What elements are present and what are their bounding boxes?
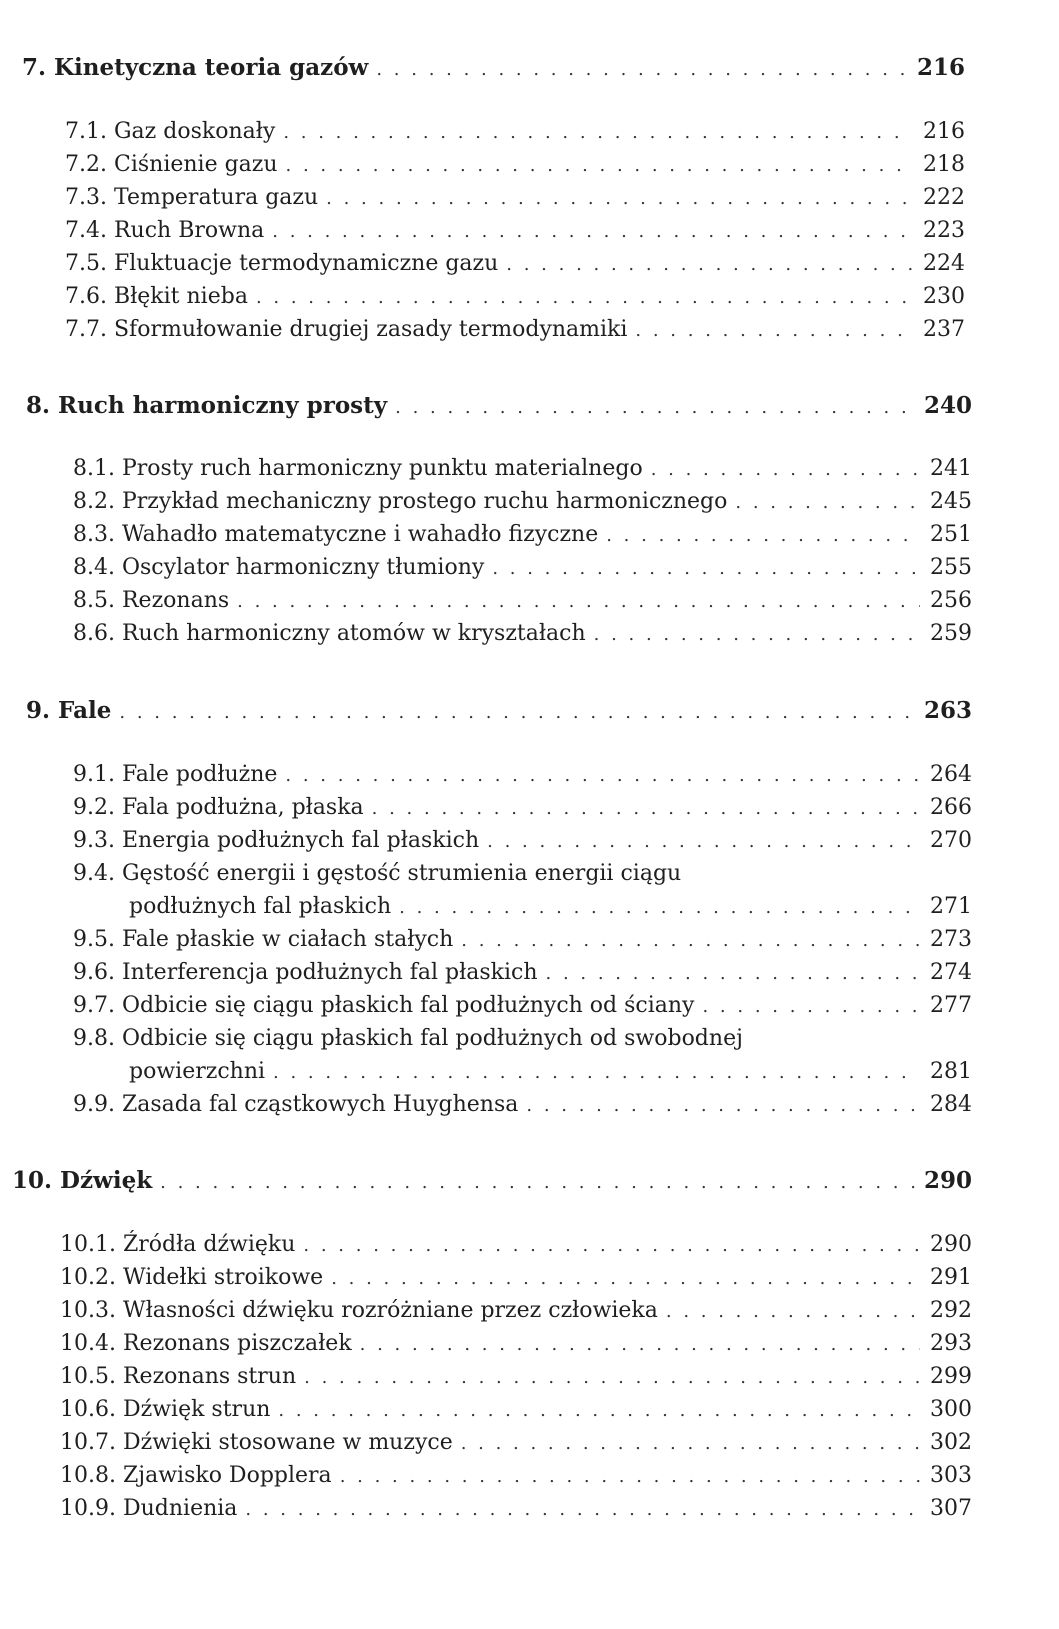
toc-entry (65, 185, 965, 210)
section-title: Gaz doskonały (113, 119, 276, 144)
section-title: Temperatura gazu (113, 185, 319, 210)
section-page: 259 (930, 621, 972, 646)
chapter-title: Fale (58, 697, 112, 724)
chapter-title: Kinetyczna teoria gazów (54, 54, 369, 81)
chapter-page: 263 (923, 697, 972, 724)
toc-entry (60, 1463, 972, 1488)
leader-dots (635, 320, 913, 341)
leader-dots (506, 254, 913, 275)
section-page: 271 (930, 894, 972, 919)
leader-dots (594, 624, 920, 645)
section-number: 9.8. (73, 1026, 115, 1051)
section-page: 277 (930, 993, 972, 1018)
toc-entry (73, 522, 972, 547)
section-page: 245 (930, 489, 972, 514)
section-title: Dźwięk strun (122, 1397, 271, 1422)
toc-entry (60, 1298, 972, 1323)
leader-dots (340, 1466, 920, 1487)
toc-entry (73, 588, 972, 613)
section-number: 8.2. (73, 489, 115, 514)
leader-dots (735, 492, 920, 513)
toc-entry (73, 795, 972, 820)
section-number: 9.6. (73, 960, 115, 985)
chapter-page: 240 (923, 392, 972, 419)
section-page: 237 (923, 317, 965, 342)
section-number: 10.7. (60, 1430, 116, 1455)
toc-entry (73, 1092, 972, 1117)
section-title: Energia podłużnych fal płaskich (121, 828, 480, 853)
section-number: 7.2. (65, 152, 107, 177)
leader-dots (245, 1499, 920, 1520)
leader-dots (285, 765, 920, 786)
section-page: 216 (923, 119, 965, 144)
section-title: Ciśnienie gazu (113, 152, 278, 177)
leader-dots (666, 1301, 920, 1322)
section-page: 255 (930, 555, 972, 580)
section-number: 10.4. (60, 1331, 116, 1356)
leader-dots (278, 1400, 920, 1421)
section-number: 9.2. (73, 795, 115, 820)
section-page: 218 (923, 152, 965, 177)
section-page: 256 (930, 588, 972, 613)
leader-dots (651, 459, 920, 480)
toc-entry (73, 993, 972, 1018)
section-page: 274 (930, 960, 972, 985)
section-title: Interferencja podłużnych fal płaskich (121, 960, 538, 985)
toc-entry (65, 284, 965, 309)
section-title: Widełki stroikowe (122, 1265, 324, 1290)
section-title: Przykład mechaniczny prostego ruchu harmonicznego (121, 489, 728, 514)
toc-entry (73, 927, 972, 952)
section-page: 293 (930, 1331, 972, 1356)
section-number: 10.9. (60, 1496, 116, 1521)
section-page: 284 (930, 1092, 972, 1117)
section-number: 9.7. (73, 993, 115, 1018)
section-page: 290 (930, 1232, 972, 1257)
chapter-number: 10. (12, 1167, 53, 1194)
toc-entry (60, 1232, 972, 1257)
section-number: 7.6. (65, 284, 107, 309)
section-title: Ruch harmoniczny atomów w kryształach (121, 621, 586, 646)
chapter-number: 8. (26, 392, 51, 419)
section-number: 7.4. (65, 218, 107, 243)
leader-dots (119, 702, 916, 723)
toc-entry (73, 621, 972, 646)
leader-dots (283, 122, 913, 143)
leader-dots (326, 188, 913, 209)
section-number: 9.3. (73, 828, 115, 853)
section-title: Prosty ruch harmoniczny punktu materialnego (121, 456, 643, 481)
section-page: 299 (930, 1364, 972, 1389)
section-page: 291 (930, 1265, 972, 1290)
toc-entry (65, 119, 965, 144)
section-page: 281 (930, 1059, 972, 1084)
leader-dots (256, 287, 913, 308)
toc-entry (60, 1430, 972, 1455)
chapter-number: 7. (22, 54, 47, 81)
section-title: Fale podłużne (121, 762, 278, 787)
section-number: 10.3. (60, 1298, 116, 1323)
leader-dots (304, 1367, 920, 1388)
section-title-continuation: podłużnych fal płaskich (129, 894, 392, 919)
section-title: Odbicie się ciągu płaskich fal podłużnych od swobodnej (121, 1026, 743, 1051)
section-title: Gęstość energii i gęstość strumienia energii ciągu (121, 861, 682, 886)
section-title: Rezonans strun (122, 1364, 297, 1389)
chapter-heading (26, 697, 972, 724)
section-title: Własności dźwięku rozróżniane przez człowieka (122, 1298, 658, 1323)
section-title: Sformułowanie drugiej zasady termodynamiki (113, 317, 628, 342)
section-number: 9.1. (73, 762, 115, 787)
section-number: 7.1. (65, 119, 107, 144)
section-title: Fale płaskie w ciałach stałych (121, 927, 454, 952)
section-page: 230 (923, 284, 965, 309)
chapter-title: Dźwięk (60, 1167, 153, 1194)
leader-dots (702, 996, 920, 1017)
section-page: 300 (930, 1397, 972, 1422)
leader-dots (487, 831, 920, 852)
chapter-page: 216 (916, 54, 965, 81)
section-title: Odbicie się ciągu płaskich fal podłużnych od ściany (121, 993, 695, 1018)
section-title: Źródła dźwięku (122, 1232, 296, 1257)
toc-entry (65, 218, 965, 243)
section-number: 10.2. (60, 1265, 116, 1290)
leader-dots (286, 155, 913, 176)
section-page: 292 (930, 1298, 972, 1323)
chapter-heading (26, 392, 972, 419)
toc-entry (73, 489, 972, 514)
chapter-heading (22, 54, 965, 81)
leader-dots (606, 525, 920, 546)
leader-dots (395, 397, 916, 418)
toc-entry (73, 828, 972, 853)
toc-entry-continuation (129, 894, 972, 919)
leader-dots (376, 59, 909, 80)
leader-dots (303, 1235, 920, 1256)
leader-dots (461, 930, 920, 951)
leader-dots (360, 1334, 920, 1355)
section-number: 9.9. (73, 1092, 115, 1117)
section-title: Rezonans piszczałek (122, 1331, 352, 1356)
section-number: 7.5. (65, 251, 107, 276)
section-number: 8.1. (73, 456, 115, 481)
leader-dots (372, 798, 920, 819)
section-page: 270 (930, 828, 972, 853)
toc-entry-first-line (73, 1026, 972, 1051)
section-page: 251 (930, 522, 972, 547)
section-title: Błękit nieba (113, 284, 248, 309)
section-title-continuation: powierzchni (129, 1059, 266, 1084)
toc-entry (60, 1364, 972, 1389)
section-page: 302 (930, 1430, 972, 1455)
section-number: 8.3. (73, 522, 115, 547)
leader-dots (526, 1095, 920, 1116)
toc-entry (60, 1331, 972, 1356)
leader-dots (160, 1172, 916, 1193)
toc-entry (73, 960, 972, 985)
toc-entry-first-line (73, 861, 972, 886)
section-number: 7.7. (65, 317, 107, 342)
section-title: Fluktuacje termodynamiczne gazu (113, 251, 499, 276)
chapter-number: 9. (26, 697, 51, 724)
section-title: Zjawisko Dopplera (122, 1463, 332, 1488)
toc-entry (65, 251, 965, 276)
section-page: 303 (930, 1463, 972, 1488)
chapter-title: Ruch harmoniczny prosty (58, 392, 388, 419)
section-number: 9.4. (73, 861, 115, 886)
section-page: 224 (923, 251, 965, 276)
section-number: 10.8. (60, 1463, 116, 1488)
section-page: 241 (930, 456, 972, 481)
section-title: Rezonans (121, 588, 230, 613)
section-page: 223 (923, 218, 965, 243)
section-number: 7.3. (65, 185, 107, 210)
toc-entry-continuation (129, 1059, 972, 1084)
section-title: Fala podłużna, płaska (121, 795, 364, 820)
section-title: Wahadło matematyczne i wahadło fizyczne (121, 522, 599, 547)
leader-dots (273, 1062, 920, 1083)
toc-entry (60, 1496, 972, 1521)
leader-dots (461, 1433, 920, 1454)
section-number: 9.5. (73, 927, 115, 952)
section-page: 222 (923, 185, 965, 210)
leader-dots (492, 558, 920, 579)
section-page: 307 (930, 1496, 972, 1521)
leader-dots (546, 963, 921, 984)
section-title: Dźwięki stosowane w muzyce (122, 1430, 453, 1455)
section-number: 8.5. (73, 588, 115, 613)
leader-dots (331, 1268, 920, 1289)
chapter-heading (12, 1167, 972, 1194)
section-title: Oscylator harmoniczny tłumiony (121, 555, 485, 580)
section-page: 264 (930, 762, 972, 787)
toc-entry (65, 152, 965, 177)
leader-dots (399, 897, 920, 918)
section-title: Dudnienia (122, 1496, 238, 1521)
section-page: 273 (930, 927, 972, 952)
toc-entry (60, 1397, 972, 1422)
section-number: 10.6. (60, 1397, 116, 1422)
leader-dots (272, 221, 913, 242)
section-number: 8.6. (73, 621, 115, 646)
section-number: 8.4. (73, 555, 115, 580)
section-number: 10.5. (60, 1364, 116, 1389)
leader-dots (237, 591, 920, 612)
section-title: Zasada fal cząstkowych Huyghensa (121, 1092, 519, 1117)
section-title: Ruch Browna (113, 218, 265, 243)
section-number: 10.1. (60, 1232, 116, 1257)
toc-entry (73, 762, 972, 787)
toc-entry (60, 1265, 972, 1290)
toc-entry (73, 456, 972, 481)
toc-entry (65, 317, 965, 342)
section-page: 266 (930, 795, 972, 820)
chapter-page: 290 (923, 1167, 972, 1194)
toc-entry (73, 555, 972, 580)
